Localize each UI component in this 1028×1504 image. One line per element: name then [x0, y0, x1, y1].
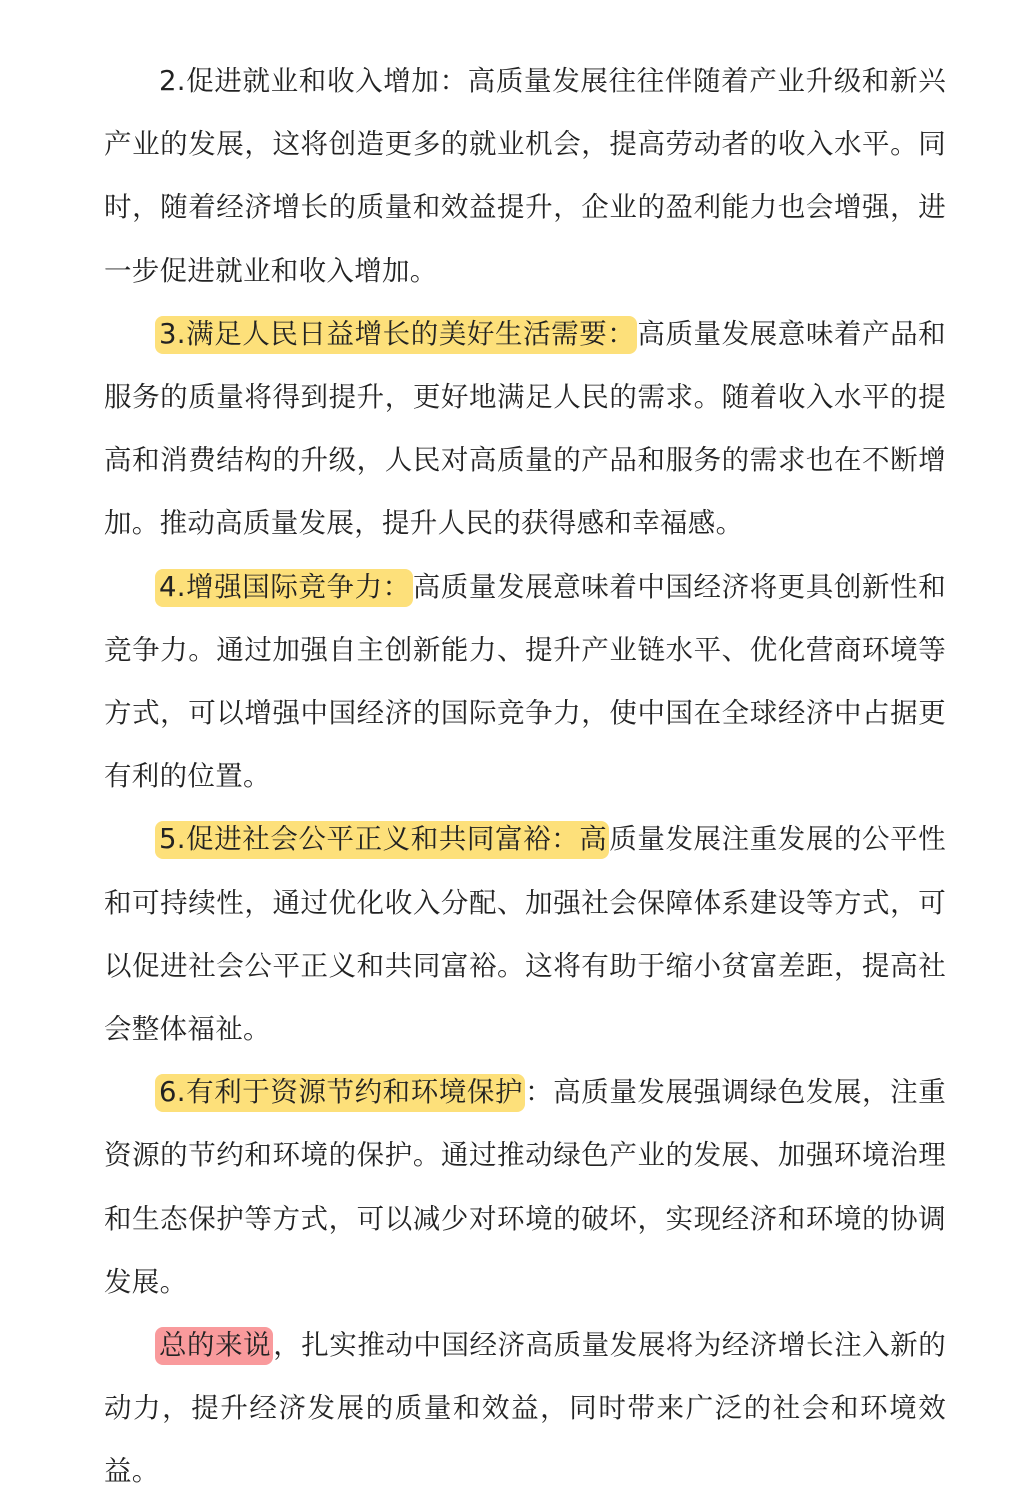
paragraph-summary — [104, 1314, 946, 1504]
highlighted-summary-lead: 总的来说 — [155, 1327, 273, 1365]
paragraph-text: 2.促进就业和收入增加：高质量发展往往伴随着产业升级和新兴产业的发展，这将创造更多的就业机会，提高劳动者的收入水平。同时，随着经济增长的质量和效益提升，企业的盈利能力也会增强，进一步促进就业和收入增加。 — [104, 65, 946, 287]
highlighted-heading: 6.有利于资源节约和环境保护 — [155, 1074, 525, 1112]
paragraph-text: 质量发展注重发展的公平性和可持续性，通过优化收入分配、加强社会保障体系建设等方式，可以促进社会公平正义和共同富裕。这将有助于缩小贫富差距，提高社会整体福祉。 — [104, 823, 946, 1046]
paragraph-social-fairness — [104, 808, 946, 1061]
highlighted-heading: 5.促进社会公平正义和共同富裕：高 — [155, 821, 609, 859]
paragraph-text: 高质量发展意味着中国经济将更具创新性和竞争力。通过加强自主创新能力、提升产业链水平、优化营商环境等方式，可以增强中国经济的国际竞争力，使中国在全球经济中占据更有利的位置。 — [104, 570, 946, 793]
paragraph-text: ，扎实推动中国经济高质量发展将为经济增长注入新的动力，提升经济发展的质量和效益，同时带来广泛的社会和环境效益。 — [104, 1329, 947, 1488]
document-body — [104, 50, 946, 1504]
highlighted-heading: 4.增强国际竞争力： — [155, 569, 413, 607]
paragraph-text: ：高质量发展强调绿色发展，注重资源的节约和环境的保护。通过推动绿色产业的发展、加强环境治理和生态保护等方式，可以减少对环境的破坏，实现经济和环境的协调发展。 — [104, 1076, 946, 1298]
paragraph-environment — [104, 1061, 946, 1314]
paragraph-text: 高质量发展意味着产品和服务的质量将得到提升，更好地满足人民的需求。随着收入水平的提高和消费结构的升级，人民对高质量的产品和服务的需求也在不断增加。推动高质量发展，提升人民的获得感和幸福感。 — [104, 317, 946, 540]
paragraph-employment — [104, 50, 946, 303]
paragraph-competitiveness — [104, 556, 946, 809]
paragraph-living-needs — [104, 303, 946, 556]
highlighted-heading: 3.满足人民日益增长的美好生活需要： — [155, 316, 637, 354]
